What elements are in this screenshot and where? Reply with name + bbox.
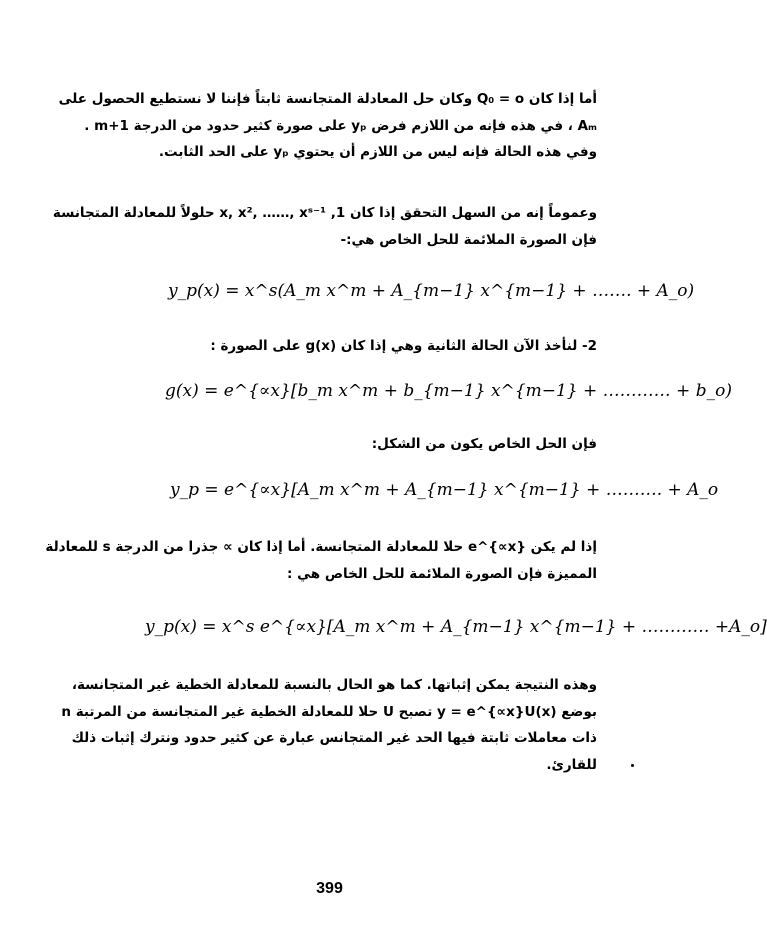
equation-2-text: g(x) = e^{∝x}[b_m x^m + b_{m−1} x^{m−1} + ………… + b_o)	[165, 381, 732, 401]
stray-dot	[631, 764, 634, 767]
paragraph-6-line-4: للقارئ.	[546, 756, 597, 773]
equation-1-text: y_p(x) = x^s(A_m x^m + A_{m−1} x^{m−1} + ……. + A_o)	[168, 281, 695, 301]
paragraph-1-line-3: وفي هذه الحالة فإنه ليس من اللازم أن يحتوي yₚ على الحد الثابت.	[158, 144, 597, 160]
paragraph-6-line-2: بوضع y = e^{∝x}U(x) تصبح U حلا للمعادلة الخطية غير المتجانسة من المرتبة n	[61, 703, 597, 720]
equation-4-text: y_p(x) = x^s e^{∝x}[A_m x^m + A_{m−1} x^{m−1} + ………… +A_o]	[145, 617, 767, 637]
equation-1	[168, 281, 694, 301]
paragraph-6-line-1: وهذه النتيجة يمكن إثباتها. كما هو الحال بالنسبة للمعادلة الخطية غير المتجانسة،	[71, 677, 597, 693]
paragraph-1-line-2: Aₘ ، في هذه فإنه من اللازم فرض yₚ على صورة كثير حدود من الدرجة m+1 .	[84, 117, 597, 134]
paragraph-1	[57, 86, 597, 166]
paragraph-4	[57, 431, 597, 458]
equation-3	[170, 480, 718, 500]
paragraph-4-line-1: فإن الحل الخاص يكون من الشكل:	[371, 436, 597, 452]
paragraph-2-line-1: وعموماً إنه من السهل التحقق إذا كان 1, x, x², ……, xˢ⁻¹ حلولاً للمعادلة المتجانسة	[52, 205, 597, 221]
paragraph-5-line-2: المميزة فإن الصورة الملائمة للحل الخاص هي :	[287, 565, 597, 582]
paragraph-3-line-1: 2- لنأخذ الآن الحالة الثانية وهي إذا كان g(x) على الصورة :	[210, 338, 597, 354]
page-number: 399	[316, 880, 343, 897]
paragraph-2-line-2: فإن الصورة الملائمة للحل الخاص هي:-	[340, 231, 597, 248]
equation-2	[165, 381, 732, 401]
paragraph-3	[57, 333, 597, 360]
equation-4	[145, 617, 767, 637]
paragraph-6	[57, 672, 597, 778]
paragraph-1-line-1: أما إذا كان Q₀ = o وكان حل المعادلة المتجانسة ثابتاً فإننا لا نستطيع الحصول على	[58, 91, 597, 107]
paragraph-2	[52, 200, 597, 253]
paragraph-5	[45, 534, 597, 587]
equation-3-text: y_p = e^{∝x}[A_m x^m + A_{m−1} x^{m−1} + ………. + A_o	[170, 480, 719, 500]
paragraph-6-line-3: ذات معاملات ثابتة فيها الحد غير المتجانس عبارة عن كثير حدود ونترك إثبات ذلك	[71, 730, 597, 746]
paragraph-5-line-1: إذا لم يكن e^{∝x} حلا للمعادلة المتجانسة. أما إذا كان ∝ جذرا من الدرجة s للمعادلة	[45, 539, 597, 555]
